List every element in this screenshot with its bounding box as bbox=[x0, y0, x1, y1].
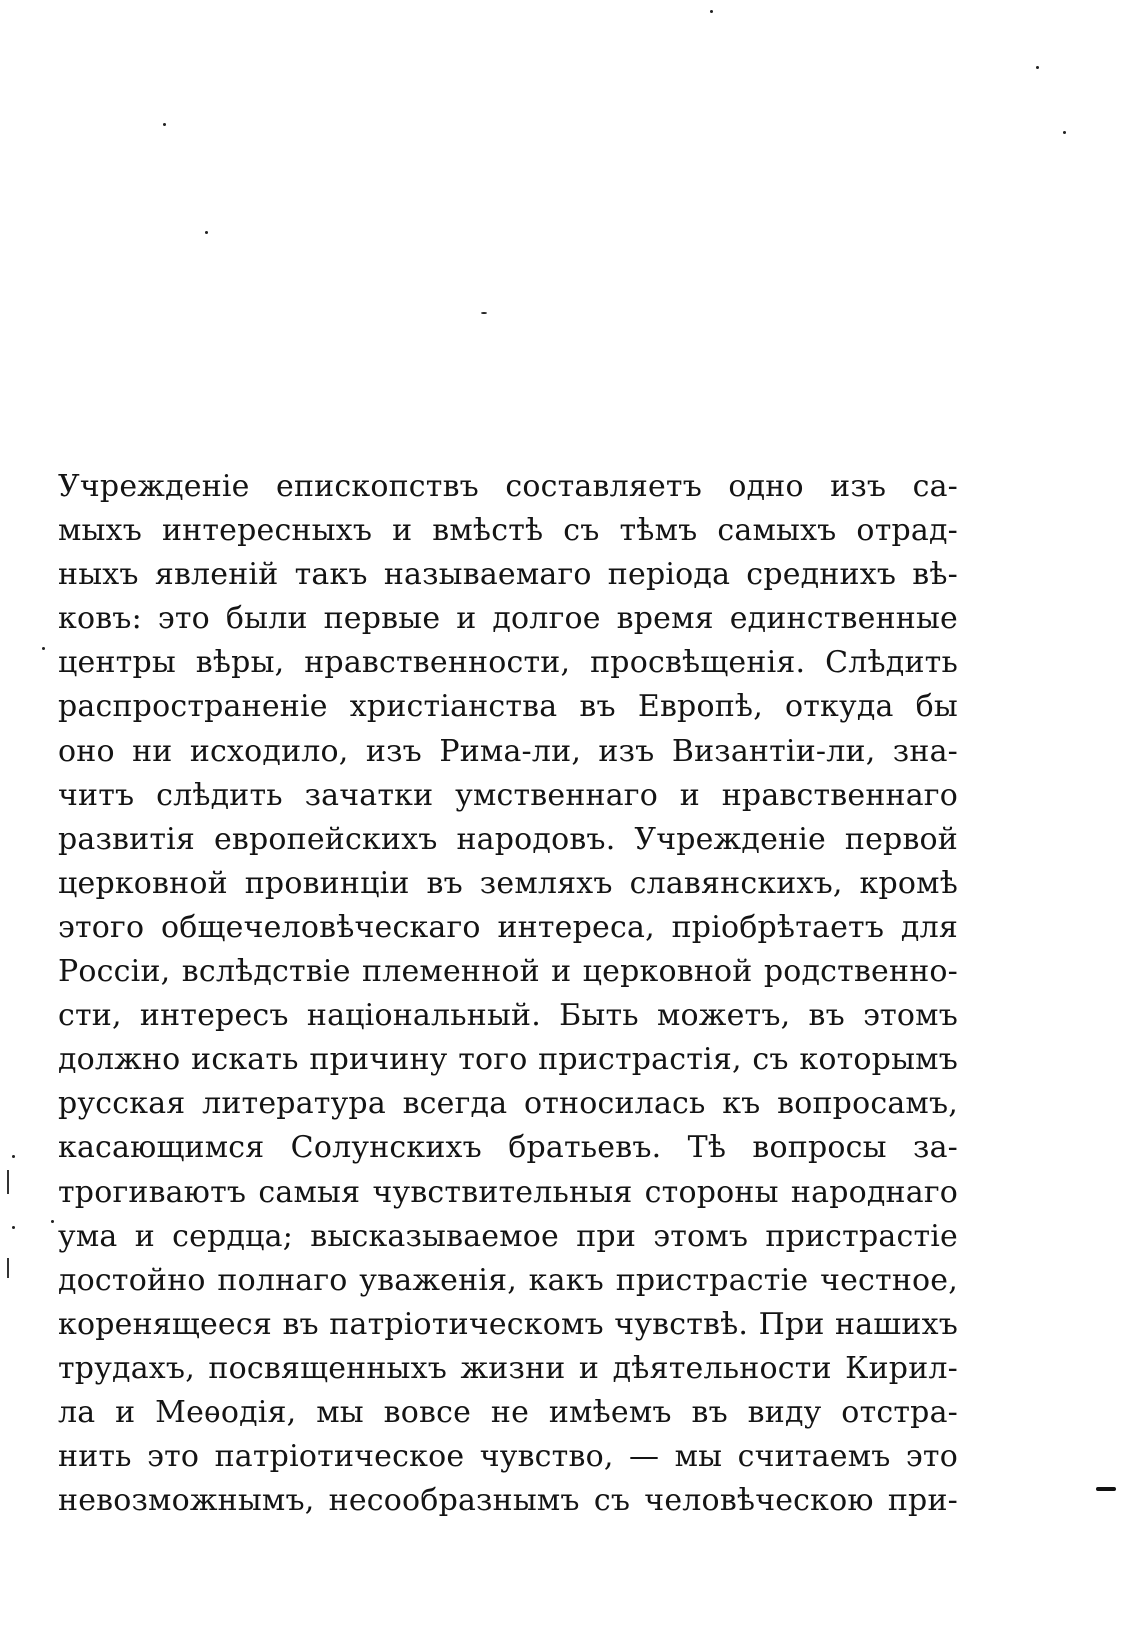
text-line: оно ни исходило, изъ Рима-ли, изъ Византіи-ли, зна- bbox=[58, 733, 958, 769]
scan-speck bbox=[205, 231, 208, 234]
text-line: развитія европейскихъ народовъ. Учрежденіе первой bbox=[58, 821, 958, 857]
text-line: коренящееся въ патріотическомъ чувствѣ. При нашихъ bbox=[58, 1306, 958, 1342]
scan-speck bbox=[1063, 131, 1066, 134]
text-line: ныхъ явленій такъ называемаго періода среднихъ вѣ- bbox=[58, 557, 958, 593]
text-line: ковъ: это были первые и долгое время единственные bbox=[58, 601, 958, 637]
text-line: Россіи, вслѣдствіе племенной и церковной родственно- bbox=[58, 954, 958, 990]
text-line: этого общечеловѣческаго интереса, пріобрѣтаетъ для bbox=[58, 909, 958, 945]
text-line: центры вѣры, нравственности, просвѣщенія. Слѣдить bbox=[58, 645, 958, 681]
text-line: распространеніе христіанства въ Европѣ, откуда бы bbox=[58, 689, 958, 725]
scan-speck bbox=[481, 312, 487, 314]
margin-scan-mark bbox=[7, 1170, 9, 1194]
text-line: трудахъ, посвященныхъ жизни и дѣятельности Кирил- bbox=[58, 1350, 958, 1386]
text-line: церковной провинціи въ земляхъ славянскихъ, кромѣ bbox=[58, 865, 958, 901]
scan-speck bbox=[12, 1155, 15, 1158]
scan-speck bbox=[710, 10, 713, 13]
text-line: русская литература всегда относилась къ вопросамъ, bbox=[58, 1086, 958, 1122]
scan-speck bbox=[51, 1220, 54, 1223]
text-line: ла и Меѳодія, мы вовсе не имѣемъ въ виду отстра- bbox=[58, 1394, 958, 1430]
text-line: достойно полнаго уваженія, какъ пристрастіе честное, bbox=[58, 1262, 958, 1298]
text-line: читъ слѣдить зачатки умственнаго и нравственнаго bbox=[58, 777, 958, 813]
text-line: невозможнымъ, несообразнымъ съ человѣческою при- bbox=[58, 1483, 958, 1519]
body-paragraph bbox=[58, 465, 958, 1523]
text-line: нить это патріотическое чувство, — мы считаемъ это bbox=[58, 1439, 958, 1475]
text-line: должно искать причину того пристрастія, съ которымъ bbox=[58, 1042, 958, 1078]
text-line: Учрежденіе епископствъ составляетъ одно изъ са- bbox=[58, 469, 958, 504]
scan-speck bbox=[163, 123, 166, 126]
text-line: ума и сердца; высказываемое при этомъ пристрастіе bbox=[58, 1218, 958, 1254]
margin-scan-mark bbox=[7, 1258, 9, 1278]
scan-speck bbox=[42, 647, 45, 650]
text-line: мыхъ интересныхъ и вмѣстѣ съ тѣмъ самыхъ отрад- bbox=[58, 513, 958, 549]
text-line: сти, интересъ національный. Быть можетъ, въ этомъ bbox=[58, 998, 958, 1034]
text-line: касающимся Солунскихъ братьевъ. Тѣ вопросы за- bbox=[58, 1130, 958, 1166]
margin-dash-mark bbox=[1096, 1487, 1116, 1491]
scan-speck bbox=[12, 1226, 15, 1229]
text-line: трогиваютъ самыя чувствительныя стороны народнаго bbox=[58, 1174, 958, 1210]
scan-speck bbox=[1036, 66, 1039, 69]
